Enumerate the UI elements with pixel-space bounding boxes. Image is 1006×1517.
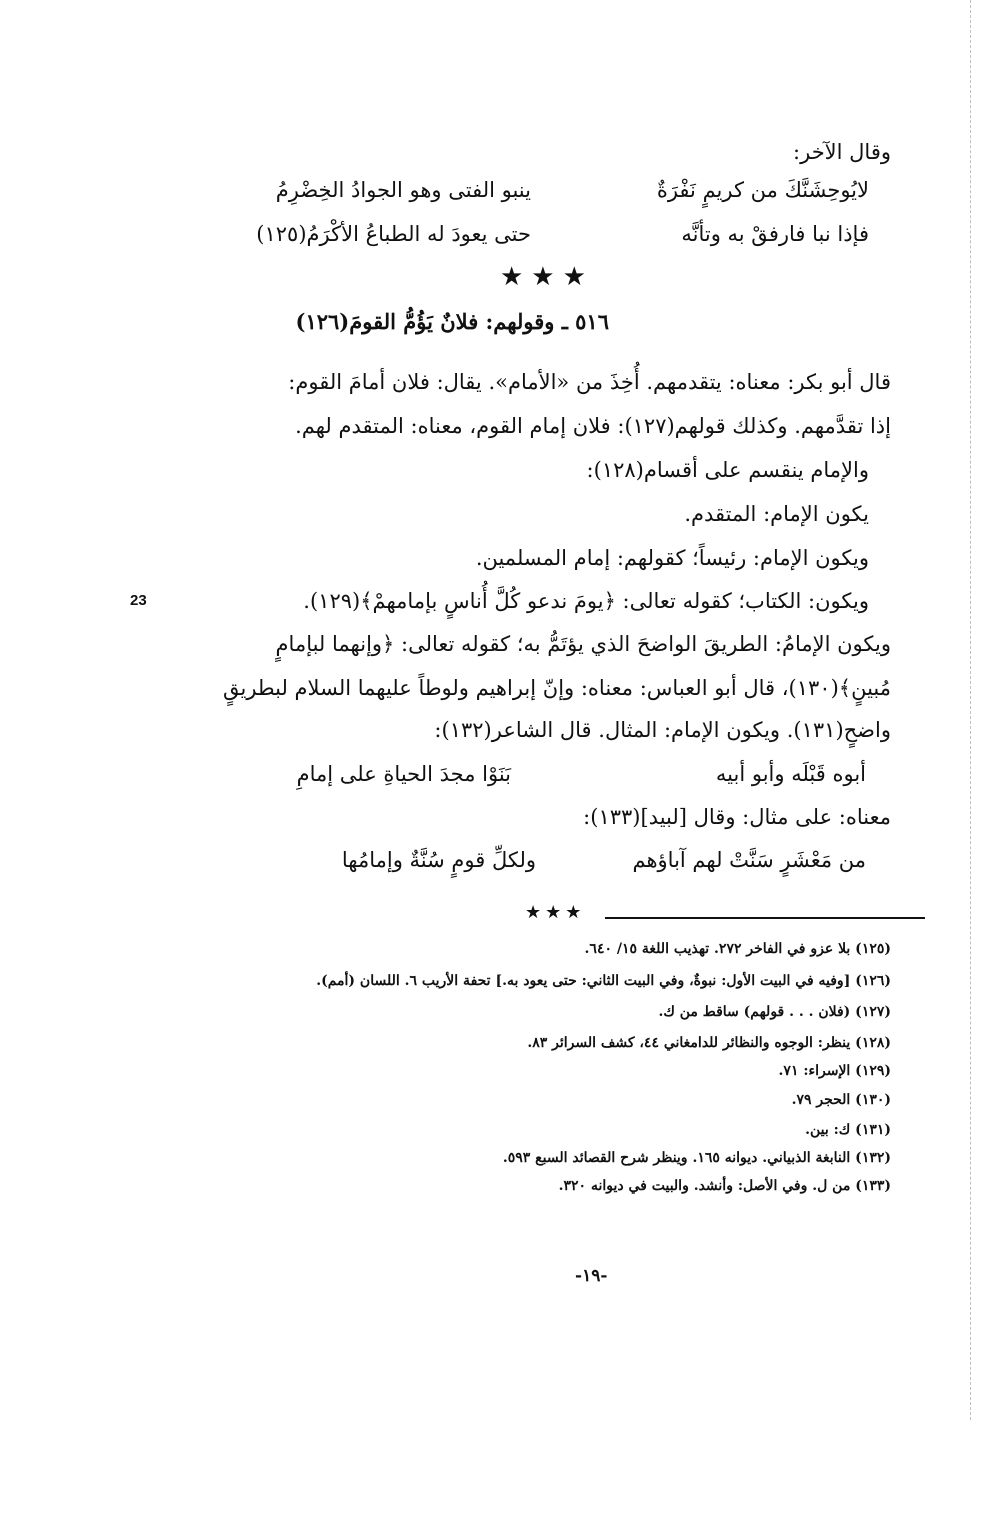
poem1-line2-second-hemistich: حتى يعودَ له الطباعُ الأكْرَمُ(١٢٥)	[256, 222, 531, 246]
paragraph2-line3: واضحٍ(١٣١). ويكون الإمام: المثال. قال الشاعر(١٣٢):	[434, 718, 891, 742]
paragraph1-line2: إذا تقدَّمهم. وكذلك قولهم(١٢٧): فلان إمام القوم، معناه: المتقدم لهم.	[295, 414, 891, 438]
paragraph2-line2: مُبينٍ﴾(١٣٠)، قال أبو العباس: معناه: وإنّ إبراهيم ولوطاً عليهما السلام لبطريقٍ	[222, 676, 891, 700]
footnote-129: (١٢٩) الإسراء: ٧١.	[778, 1063, 891, 1079]
poem1-line1-second-hemistich: ينبو الفتى وهو الجوادُ الخِضْرِمُ	[275, 178, 531, 202]
scan-edge-line	[970, 0, 971, 1420]
poem2-second-hemistich: بَنَوْا مجدَ الحياةِ على إمامِ	[296, 762, 511, 786]
footnote-131: (١٣١) ك: بين.	[805, 1122, 891, 1138]
footnote-130: (١٣٠) الحجر ٧٩.	[791, 1092, 891, 1108]
footnote-133: (١٣٣) من ل. وفي الأصل: وأنشد. والبيت في ديوانه ٣٢٠.	[558, 1178, 891, 1194]
footnote-128: (١٢٨) ينظر: الوجوه والنظائر للدامغاني ٤٤، كشف السرائر ٨٣.	[527, 1035, 891, 1051]
poem1-line2-first-hemistich: فإذا نبا فارفقْ به وتأنَّه	[681, 222, 869, 246]
page-number: -١٩-	[575, 1266, 608, 1286]
footnote-132: (١٣٢) النابغة الذبياني. ديوانه ١٦٥. وينظر شرح القصائد السبع ٥٩٣.	[502, 1150, 891, 1166]
division-1: يكون الإمام: المتقدم.	[684, 502, 869, 526]
footnote-127: (١٢٧) (فلان . . . قولهم) ساقط من ك.	[658, 1004, 891, 1020]
footnote-126: (١٢٦) [وفيه في البيت الأول: نبوةٌ، وفي البيت الثاني: حتى يعود به.] تحفة الأريب ٦. اللسان (أمم).	[316, 973, 891, 989]
divisions-intro: والإمام ينقسم على أقسام(١٢٨):	[586, 458, 869, 482]
poem3-second-hemistich: ولكلِّ قومٍ سُنَّةٌ وإمامُها	[341, 848, 536, 872]
meaning-line: معناه: على مثال: وقال [لبيد](١٣٣):	[583, 805, 891, 829]
section-separator: ★★★	[500, 262, 594, 292]
section-heading: ٥١٦ ـ وقولهم: فلانٌ يَؤُمُّ القومَ(١٢٦)	[295, 309, 609, 334]
paragraph2-line1: ويكون الإمامُ: الطريقَ الواضحَ الذي يؤتَمُّ به؛ كقوله تعالى: ﴿وإنهما لبإمامٍ	[275, 632, 891, 656]
poem1-line1-first-hemistich: لايُوحِشَنَّكَ من كريمٍ نَفْرَةٌ	[656, 178, 869, 202]
paragraph1-line1: قال أبو بكر: معناه: يتقدمهم. أُخِذَ من «الأمام». يقال: فلان أمامَ القوم:	[288, 370, 891, 394]
poem2-first-hemistich: أبوه قَبْلَه وأبو أبيه	[715, 762, 866, 786]
end-separator: ★★★	[525, 902, 586, 923]
footnote-125: (١٢٥) بلا عزو في الفاخر ٢٧٢. تهذيب اللغة ١٥/ ٦٤٠.	[584, 941, 891, 957]
poem3-first-hemistich: من مَعْشَرٍ سَنَّتْ لهم آباؤهم	[632, 848, 866, 872]
division-2: ويكون الإمام: رئيساً؛ كقولهم: إمام المسلمين.	[475, 546, 869, 570]
division-3: ويكون: الكتاب؛ كقوله تعالى: ﴿يومَ ندعو كُلَّ أُناسٍ بإمامهمْ﴾(١٢٩).	[303, 589, 869, 613]
intro-line: وقال الآخر:	[793, 140, 891, 164]
margin-folio-number: 23	[130, 592, 147, 609]
footnote-rule	[605, 917, 925, 919]
